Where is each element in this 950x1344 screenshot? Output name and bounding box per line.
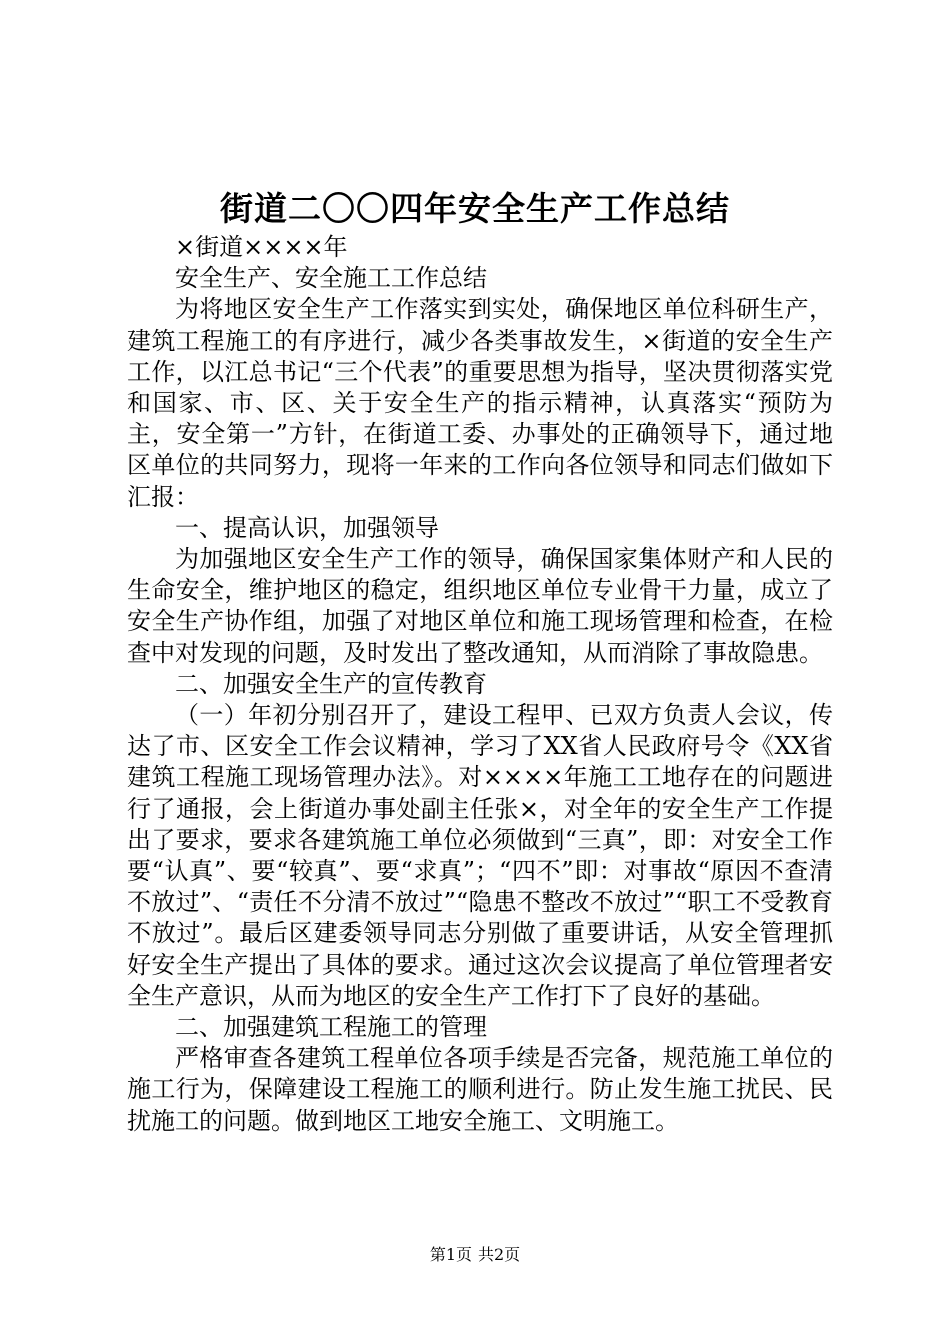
section-heading-2: 二、加强安全生产的宣传教育 [175,669,487,698]
document-title: 街道二〇〇四年安全生产工作总结 [220,189,730,228]
document-body [127,232,833,1137]
intro-paragraph: 为将地区安全生产工作落实到实处，确保地区单位科研生产，建筑工程施工的有序进行，减少各类事故发生，×街道的安全生产工作，以江总书记“三个代表”的重要思想为指导，坚决贯彻落实党和国家、市、区、关于安全生产的指示精神，认真落实“预防为主，安全第一”方针，在街道工委、办事处的正确领导下，通过地区单位的共同努力，现将一年来的工作向各位领导和同志们做如下汇报： [127,295,833,511]
section-paragraph-1: 为加强地区安全生产工作的领导，确保国家集体财产和人民的生命安全，维护地区的稳定，组织地区单位专业骨干力量，成立了安全生产协作组，加强了对地区单位和施工现场管理和检查，在检查中对发现的问题，及时发出了整改通知，从而消除了事故隐患。 [127,545,833,667]
subtitle-line: 安全生产、安全施工工作总结 [175,264,487,293]
section-heading-1: 一、提高认识，加强领导 [175,513,439,542]
org-line: ×街道××××年 [175,233,348,261]
section-heading-3: 二、加强建筑工程施工的管理 [175,1013,487,1042]
page-footer [0,1245,950,1265]
page-number-total: 共2页 [478,1245,521,1264]
page-number-current: 第1页 [429,1245,472,1264]
section-paragraph-3: 严格审查各建筑工程单位各项手续是否完备，规范施工单位的施工行为，保障建设工程施工的顺利进行。防止发生施工扰民、民扰施工的问题。做到地区工地安全施工、文明施工。 [127,1044,833,1135]
section-paragraph-2: （一）年初分别召开了，建设工程甲、已双方负责人会议，传达了市、区安全工作会议精神，学习了XX省人民政府号令《XX省建筑工程施工现场管理办法》。对××××年施工工地存在的问题进行了通报，会上街道办事处副主任张×，对全年的安全生产工作提出了要求，要求各建筑施工单位必须做到“三真”，即：对安全工作要“认真”、要“较真”、要“求真”；“四不”即：对事故“原因不查清不放过”、“责任不分清不放过”“隐患不整改不放过”“职工不受教育不放过”。最后区建委领导同志分别做了重要讲话，从安全管理抓好安全生产提出了具体的要求。通过这次会议提高了单位管理者安全生产意识，从而为地区的安全生产工作打下了良好的基础。 [127,701,833,1010]
